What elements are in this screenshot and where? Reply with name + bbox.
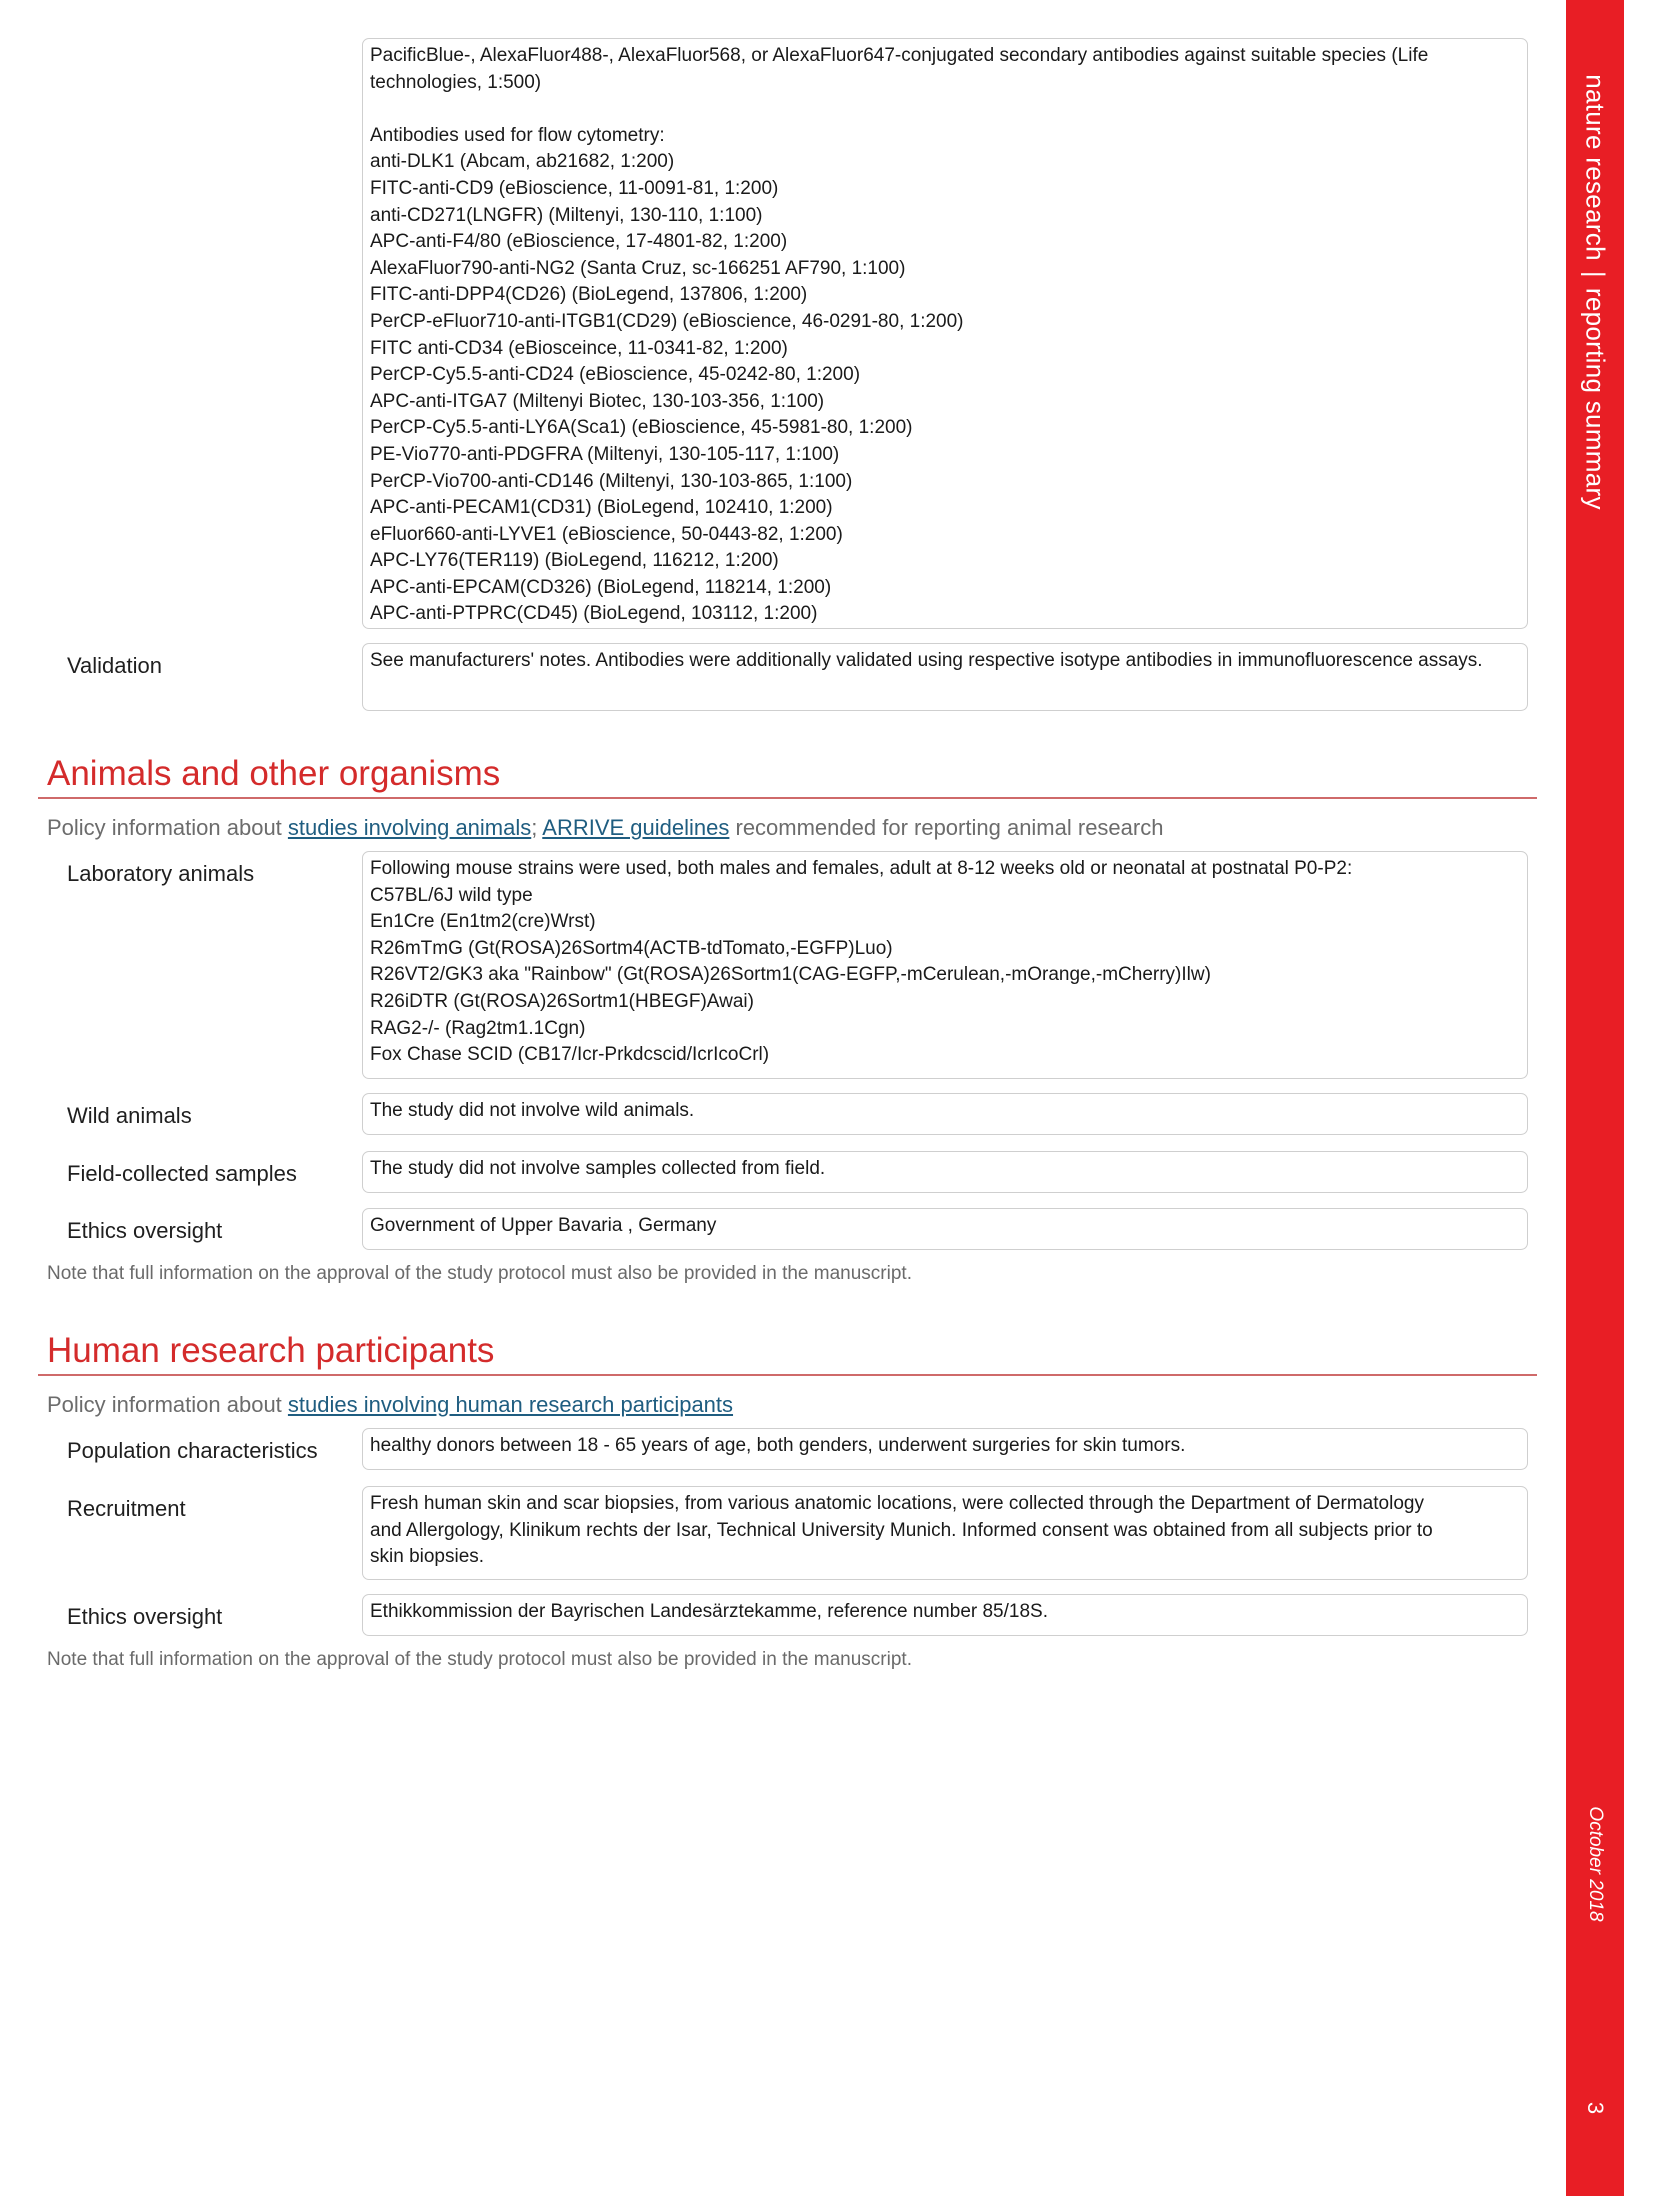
text-line: and Allergology, Klinikum rechts der Isar, Technical University Munich. Informed consent was obtained from all subjects prior to: [370, 1519, 1433, 1541]
text-line: FITC-anti-CD9 (eBioscience, 11-0091-81, 1:200): [370, 177, 779, 199]
recruitment-label: Recruitment: [67, 1496, 186, 1521]
field-collected-samples-text: The study did not involve samples collected from field.: [370, 1158, 826, 1179]
recruitment-box: [362, 1486, 1528, 1580]
validation-box: [362, 643, 1528, 711]
text-line: RAG2-/- (Rag2tm1.1Cgn): [370, 1017, 586, 1039]
link-studies-involving-animals[interactable]: studies involving animals: [287, 815, 532, 840]
text-line: APC-anti-ITGA7 (Miltenyi Biotec, 130-103-356, 1:100): [370, 390, 825, 412]
wild-animals-text: The study did not involve wild animals.: [370, 1100, 695, 1121]
animals-ethics-oversight-label: Ethics oversight: [67, 1218, 223, 1243]
text-line: anti-CD271(LNGFR) (Miltenyi, 130-110, 1:100): [370, 204, 763, 226]
policy-prefix: Policy information about: [47, 815, 288, 840]
wild-animals-box: [362, 1093, 1528, 1135]
text-line: APC-anti-F4/80 (eBioscience, 17-4801-82, 1:200): [370, 231, 788, 253]
policy-separator: ;: [531, 815, 543, 840]
link-studies-involving-human-participants[interactable]: studies involving human research participants: [287, 1392, 734, 1417]
animals-approval-note: Note that full information on the approval of the study protocol must also be provided in the manuscript.: [47, 1263, 912, 1284]
field-collected-samples-label: Field-collected samples: [67, 1161, 297, 1186]
text-line: technologies, 1:500): [370, 71, 542, 93]
text-line: PE-Vio770-anti-PDGFRA (Miltenyi, 130-105-117, 1:100): [370, 443, 840, 465]
text-line: R26VT2/GK3 aka "Rainbow" (Gt(ROSA)26Sortm1(CAG-EGFP,-mCerulean,-mOrange,-mCherry)Ilw): [370, 964, 1211, 986]
page-number: 3: [1583, 2101, 1608, 2115]
link-arrive-guidelines[interactable]: ARRIVE guidelines: [542, 815, 730, 840]
text-line: eFluor660-anti-LYVE1 (eBioscience, 50-0443-82, 1:200): [370, 523, 843, 545]
text-line: Following mouse strains were used, both males and females, adult at 8-12 weeks old or neonatal at postnatal P0-P2:: [370, 858, 1353, 879]
text-line: skin biopsies.: [370, 1546, 485, 1568]
policy-suffix: recommended for reporting animal research: [729, 815, 1164, 840]
section-divider: [38, 797, 1537, 799]
text-line: FITC-anti-DPP4(CD26) (BioLegend, 137806, 1:200): [370, 284, 808, 306]
document-type: reporting summary: [1580, 287, 1611, 510]
validation-text: See manufacturers' notes. Antibodies were additionally validated using respective isotype antibodies in immunofluorescence assays.: [370, 650, 1483, 671]
journal-brand: [1580, 74, 1611, 510]
laboratory-animals-label: Laboratory animals: [67, 861, 255, 886]
text-line: Antibodies used for flow cytometry:: [370, 124, 665, 146]
animals-policy-text: [47, 815, 1163, 841]
field-collected-samples-box: [362, 1151, 1528, 1193]
spacer: [370, 96, 1520, 123]
text-line: FITC anti-CD34 (eBiosceince, 11-0341-82, 1:200): [370, 337, 788, 359]
section-title-human: Human research participants: [47, 1331, 495, 1370]
text-line: AlexaFluor790-anti-NG2 (Santa Cruz, sc-166251 AF790, 1:100): [370, 257, 906, 279]
text-line: PacificBlue-, AlexaFluor488-, AlexaFluor568, or AlexaFluor647-conjugated secondary antibodies against suitable species (Life: [370, 45, 1429, 66]
text-line: R26iDTR (Gt(ROSA)26Sortm1(HBEGF)Awai): [370, 990, 754, 1012]
text-line: PerCP-Cy5.5-anti-CD24 (eBioscience, 45-0242-80, 1:200): [370, 364, 861, 386]
human-approval-note: Note that full information on the approval of the study protocol must also be provided in the manuscript.: [47, 1649, 912, 1670]
text-line: APC-anti-PECAM1(CD31) (BioLegend, 102410, 1:200): [370, 497, 833, 519]
human-policy-text: [47, 1392, 733, 1418]
sidebar-banner: [1566, 0, 1624, 2196]
human-ethics-oversight-box: [362, 1594, 1528, 1636]
animals-ethics-oversight-box: [362, 1208, 1528, 1250]
journal-name: nature research: [1580, 74, 1611, 261]
laboratory-animals-box: [362, 851, 1528, 1079]
section-divider: [38, 1374, 1537, 1376]
text-line: Fox Chase SCID (CB17/Icr-Prkdcscid/IcrIcoCrl): [370, 1044, 770, 1066]
text-line: anti-DLK1 (Abcam, ab21682, 1:200): [370, 151, 675, 173]
text-line: APC-LY76(TER119) (BioLegend, 116212, 1:200): [370, 550, 779, 572]
human-ethics-oversight-text: Ethikkommission der Bayrischen Landesärztekamme, reference number 85/18S.: [370, 1601, 1048, 1622]
text-line: En1Cre (En1tm2(cre)Wrst): [370, 911, 596, 933]
text-line: APC-anti-EPCAM(CD326) (BioLegend, 118214, 1:200): [370, 576, 832, 598]
population-characteristics-text: healthy donors between 18 - 65 years of age, both genders, underwent surgeries for skin tumors.: [370, 1435, 1186, 1456]
text-line: C57BL/6J wild type: [370, 884, 533, 906]
text-line: APC-anti-PTPRC(CD45) (BioLegend, 103112, 1:200): [370, 603, 818, 625]
animals-ethics-oversight-text: Government of Upper Bavaria , Germany: [370, 1215, 717, 1236]
wild-animals-label: Wild animals: [67, 1103, 192, 1128]
population-characteristics-label: Population characteristics: [67, 1438, 318, 1463]
text-line: PerCP-eFluor710-anti-ITGB1(CD29) (eBioscience, 46-0291-80, 1:200): [370, 310, 964, 332]
text-line: PerCP-Cy5.5-anti-LY6A(Sca1) (eBioscience, 45-5981-80, 1:200): [370, 417, 913, 439]
human-ethics-oversight-label: Ethics oversight: [67, 1604, 223, 1629]
population-characteristics-box: [362, 1428, 1528, 1470]
section-title-animals: Animals and other organisms: [47, 754, 501, 793]
text-line: PerCP-Vio700-anti-CD146 (Miltenyi, 130-103-865, 1:100): [370, 470, 853, 492]
validation-label: Validation: [67, 653, 162, 678]
edition-date: October 2018: [1585, 1806, 1606, 1922]
antibodies-box: [362, 38, 1528, 629]
policy-prefix: Policy information about: [47, 1392, 288, 1417]
text-line: Fresh human skin and scar biopsies, from various anatomic locations, were collected through the Department of Dermatology: [370, 1493, 1424, 1514]
brand-separator: |: [1580, 270, 1611, 278]
text-line: R26mTmG (Gt(ROSA)26Sortm4(ACTB-tdTomato,-EGFP)Luo): [370, 937, 893, 959]
